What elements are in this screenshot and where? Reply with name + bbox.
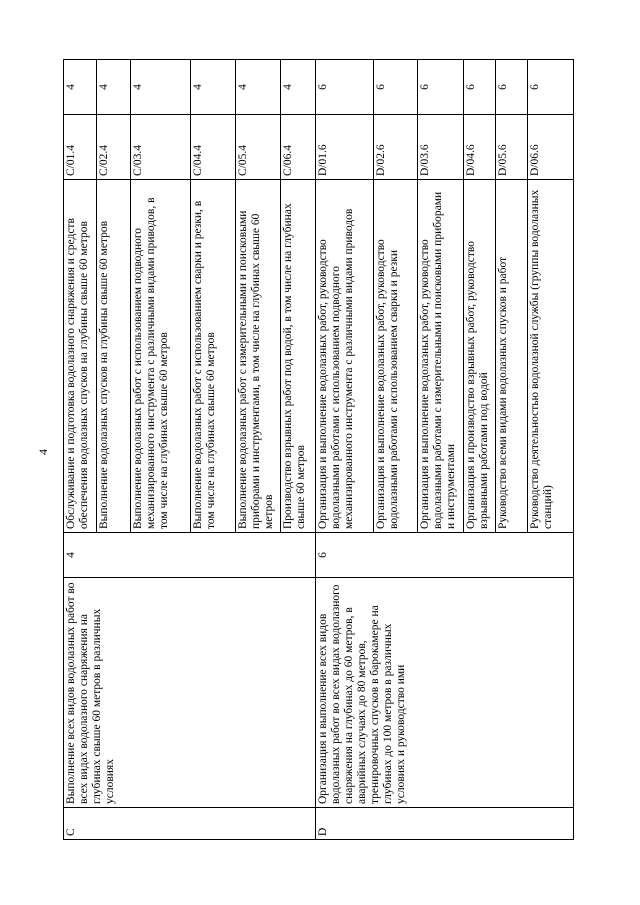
function-level: 4 (281, 60, 316, 115)
group-code: D (316, 808, 574, 840)
function-code: C/04.4 (191, 115, 236, 180)
function-code: D/03.6 (418, 115, 464, 180)
function-name: Организация и выполнение водолазных работ, руководство водолазными работами с использованием подводного механизированного инструмента с различными видами приводов (316, 180, 374, 533)
function-code: D/02.6 (374, 115, 418, 180)
function-name: Выполнение водолазных работ с измерительными и поисковыми приборами и инструментами, в том числе на глубинах свыше 60 метров (236, 180, 281, 533)
function-name: Выполнение водолазных работ с использованием сварки и резки, в том числе на глубинах свыше 60 метров (191, 180, 236, 533)
function-level: 6 (316, 60, 374, 115)
function-name: Организация и выполнение водолазных работ, руководство водолазными работами с измерительными и поисковыми приборами и инструментами (418, 180, 464, 533)
function-code: C/05.4 (236, 115, 281, 180)
function-code: C/01.4 (64, 115, 97, 180)
function-code: C/02.4 (97, 115, 131, 180)
function-name: Производство взрывных работ под водой, в том числе на глубинах свыше 60 метров (281, 180, 316, 533)
group-code: C (64, 808, 316, 840)
function-name: Выполнение водолазных спусков на глубины свыше 60 метров (97, 180, 131, 533)
competency-table (63, 59, 574, 840)
function-code: C/03.4 (131, 115, 191, 180)
function-level: 6 (528, 60, 574, 115)
rotated-table-sheet (63, 60, 573, 840)
function-level: 6 (464, 60, 496, 115)
function-name: Руководство всеми видами водолазных спусков и работ (496, 180, 528, 533)
function-code: D/01.6 (316, 115, 374, 180)
function-code: C/06.4 (281, 115, 316, 180)
group-level: 6 (316, 533, 574, 578)
table-row (316, 60, 374, 840)
function-level: 4 (236, 60, 281, 115)
function-name: Организация и производство взрывных работ, руководство взрывными работами под водой (464, 180, 496, 533)
group-name: Организация и выполнение всех видов водолазных работ во всех видах водолазного снаряжения на глубинах до 60 метров, в аварийных случаях до 80 метров, тренировочных спусков в барокамере на глубинах до 100 метров в различных условиях и руководство ими (316, 578, 574, 808)
function-name: Руководство деятельностью водолазной службы (группы водолазных станций) (528, 180, 574, 533)
function-level: 4 (131, 60, 191, 115)
function-code: D/05.6 (496, 115, 528, 180)
function-name: Обслуживание и подготовка водолазного снаряжения и средств обеспечения водолазных спусков на глубины свыше 60 метров (64, 180, 97, 533)
function-code: D/06.6 (528, 115, 574, 180)
group-level: 4 (64, 533, 316, 578)
page-number: 4 (36, 449, 50, 455)
function-name: Организация и выполнение водолазных работ, руководство водолазными работами с использованием сварки и резки (374, 180, 418, 533)
function-level: 4 (97, 60, 131, 115)
table-row (64, 60, 97, 840)
function-level: 6 (418, 60, 464, 115)
group-name: Выполнение всех видов водолазных работ во всех видах водолазного снаряжения на глубинах свыше 60 метров в различных условиях (64, 578, 316, 808)
function-level: 4 (64, 60, 97, 115)
function-level: 4 (191, 60, 236, 115)
function-level: 6 (374, 60, 418, 115)
function-level: 6 (496, 60, 528, 115)
function-code: D/04.6 (464, 115, 496, 180)
function-name: Выполнение водолазных работ с использованием подводного механизированного инструмента с различными видами приводов, в том числе на глубинах свыше 60 метров (131, 180, 191, 533)
